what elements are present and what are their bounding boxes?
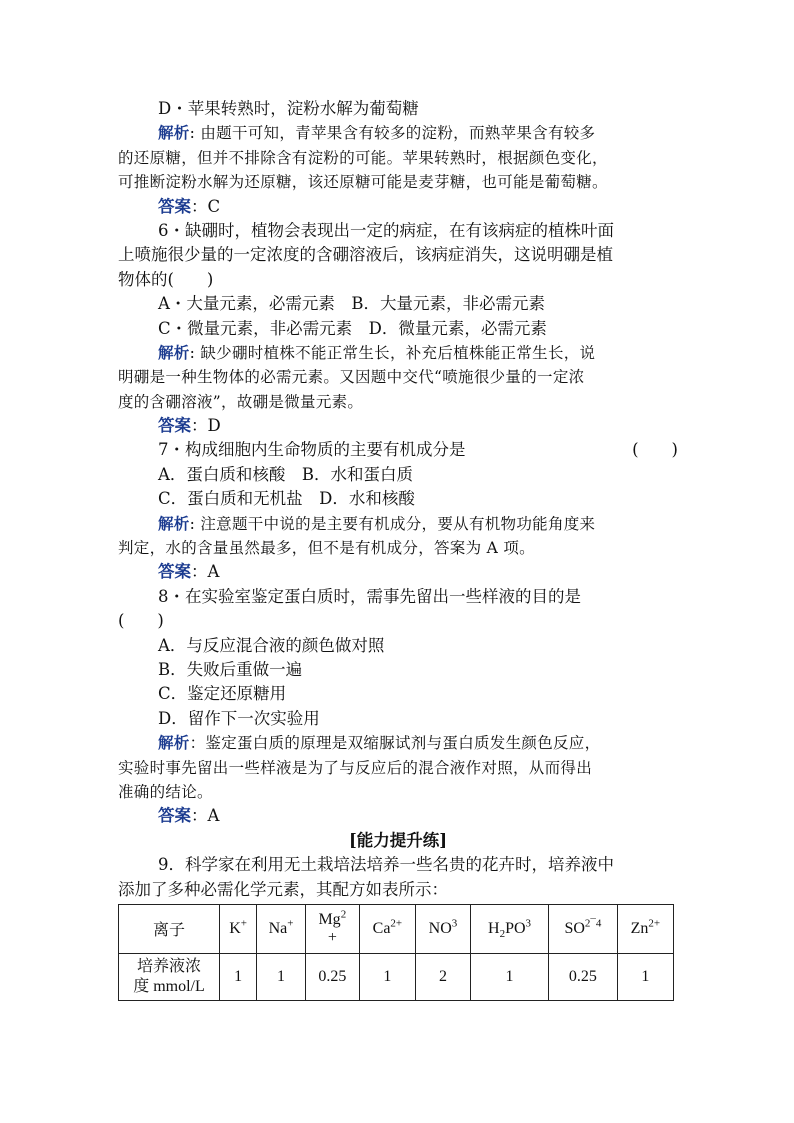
- value-mg: 0.25: [305, 953, 359, 1000]
- ion-mg: $Mg^2$ +: [305, 904, 359, 953]
- q5-analysis-line-1: 解析: 由题干可知，青苹果含有较多的淀粉，而熟苹果含有较多: [158, 123, 596, 143]
- q6-options-ab: A・大量元素，必需元素 B．大量元素，非必需元素: [158, 294, 546, 314]
- q7-paren: ( ): [632, 440, 678, 460]
- q6-answer: 答案：D: [158, 416, 221, 436]
- document-content: [118, 97, 678, 1001]
- q5-option-d: D・苹果转熟时，淀粉水解为葡萄糖: [158, 99, 419, 118]
- analysis-label: 解析: [158, 733, 190, 753]
- q8-answer: 答案：A: [158, 806, 220, 826]
- q8-analysis-line-3: 准确的结论。: [118, 782, 213, 801]
- nutrient-table: [118, 904, 674, 1001]
- q5-answer: 答案：C: [158, 196, 221, 216]
- analysis-label: 解析: [158, 342, 190, 362]
- value-no3: 2: [416, 953, 471, 1000]
- ion-ca: $Ca^{2+}$: [359, 904, 415, 953]
- q6-analysis-line-2: 明硼是一种生物体的必需元素。又因题中交代“喷施很少量的一定浓: [118, 368, 585, 387]
- q9-stem-line-2: 添加了多种必需化学元素，其配方如表所示：: [118, 879, 448, 899]
- value-na: 1: [257, 953, 306, 1000]
- q8-option-b: B．失败后重做一遍: [158, 659, 303, 679]
- table-value-row: [119, 953, 674, 1000]
- q7-analysis-line-2: 判定，水的含量虽然最多，但不是有机成分，答案为 A 项。: [118, 539, 535, 558]
- q6-analysis-line-3: 度的含硼溶液”，故硼是微量元素。: [118, 392, 364, 411]
- q8-analysis-line-1: 解析：鉴定蛋白质的原理是双缩脲试剂与蛋白质发生颜色反应，: [158, 733, 601, 753]
- q6-options-cd: C・微量元素，非必需元素 D．微量元素，必需元素: [158, 318, 547, 338]
- q7-analysis-line-1: 解析: 注意题干中说的是主要有机成分，要从有机物功能角度来: [158, 513, 596, 533]
- analysis-label: 解析: [158, 123, 190, 143]
- ion-na: Na+: [257, 904, 306, 953]
- ion-k: K+: [220, 904, 257, 953]
- answer-label: 答案: [158, 806, 191, 826]
- q8-stem-line-1: 8・在实验室鉴定蛋白质时，需事先留出一些样液的目的是: [158, 586, 581, 606]
- value-k: 1: [220, 953, 257, 1000]
- row-label-cell: 培养液浓 度 mmol/L: [119, 953, 220, 1000]
- answer-label: 答案: [158, 416, 191, 436]
- q5-analysis-line-3: 可推断淀粉水解为还原糖，该还原糖可能是麦芽糖，也可能是葡萄糖。: [118, 173, 608, 192]
- answer-label: 答案: [158, 562, 191, 582]
- ion-zn: $Zn^{2+}$: [617, 904, 673, 953]
- table-header-row: [119, 904, 674, 953]
- header-label-cell: 离子: [119, 904, 220, 953]
- q6-stem-line-3: 物体的( ): [118, 269, 214, 289]
- analysis-label: 解析: [158, 513, 190, 533]
- q7-answer: 答案：A: [158, 562, 220, 582]
- q8-stem-line-2: ( ): [118, 611, 164, 631]
- q6-analysis-line-1: 解析: 缺少硼时植株不能正常生长，补充后植株能正常生长，说: [158, 342, 596, 362]
- q5-analysis-line-2: 的还原糖，但并不排除含有淀粉的可能。苹果转熟时，根据颜色变化，: [118, 148, 608, 167]
- ion-so4: $SO^{2¯4}$: [549, 904, 617, 953]
- value-zn: 1: [617, 953, 673, 1000]
- q8-option-d: D．留作下一次实验用: [158, 708, 320, 728]
- q8-option-a: A．与反应混合液的颜色做对照: [158, 635, 385, 655]
- q6-stem-line-1: 6・缺硼时，植物会表现出一定的病症，在有该病症的植株叶面: [158, 220, 614, 240]
- q7-options-cd: C．蛋白质和无机盐 D．水和核酸: [158, 489, 415, 509]
- q8-analysis-line-2: 实验时事先留出一些样液是为了与反应后的混合液作对照，从而得出: [118, 758, 593, 777]
- ion-no3: $NO^3$: [416, 904, 471, 953]
- q7-stem: 7・构成细胞内生命物质的主要有机成分是 ( ): [118, 438, 678, 462]
- ion-h2po4: $H_2PO^3$: [470, 904, 548, 953]
- section-title: [能力提升练]: [348, 830, 448, 850]
- value-so4: 0.25: [549, 953, 617, 1000]
- q7-options-ab: A．蛋白质和核酸 B．水和蛋白质: [158, 464, 414, 484]
- q9-stem-line-1: 9．科学家在利用无土栽培法培养一些名贵的花卉时，培养液中: [158, 855, 614, 875]
- value-h2po4: 1: [470, 953, 548, 1000]
- value-ca: 1: [359, 953, 415, 1000]
- q8-option-c: C．鉴定还原糖用: [158, 684, 287, 704]
- q6-stem-line-2: 上喷施很少量的一定浓度的含硼溶液后，该病症消失，这说明硼是植: [118, 245, 613, 265]
- answer-label: 答案: [158, 196, 191, 216]
